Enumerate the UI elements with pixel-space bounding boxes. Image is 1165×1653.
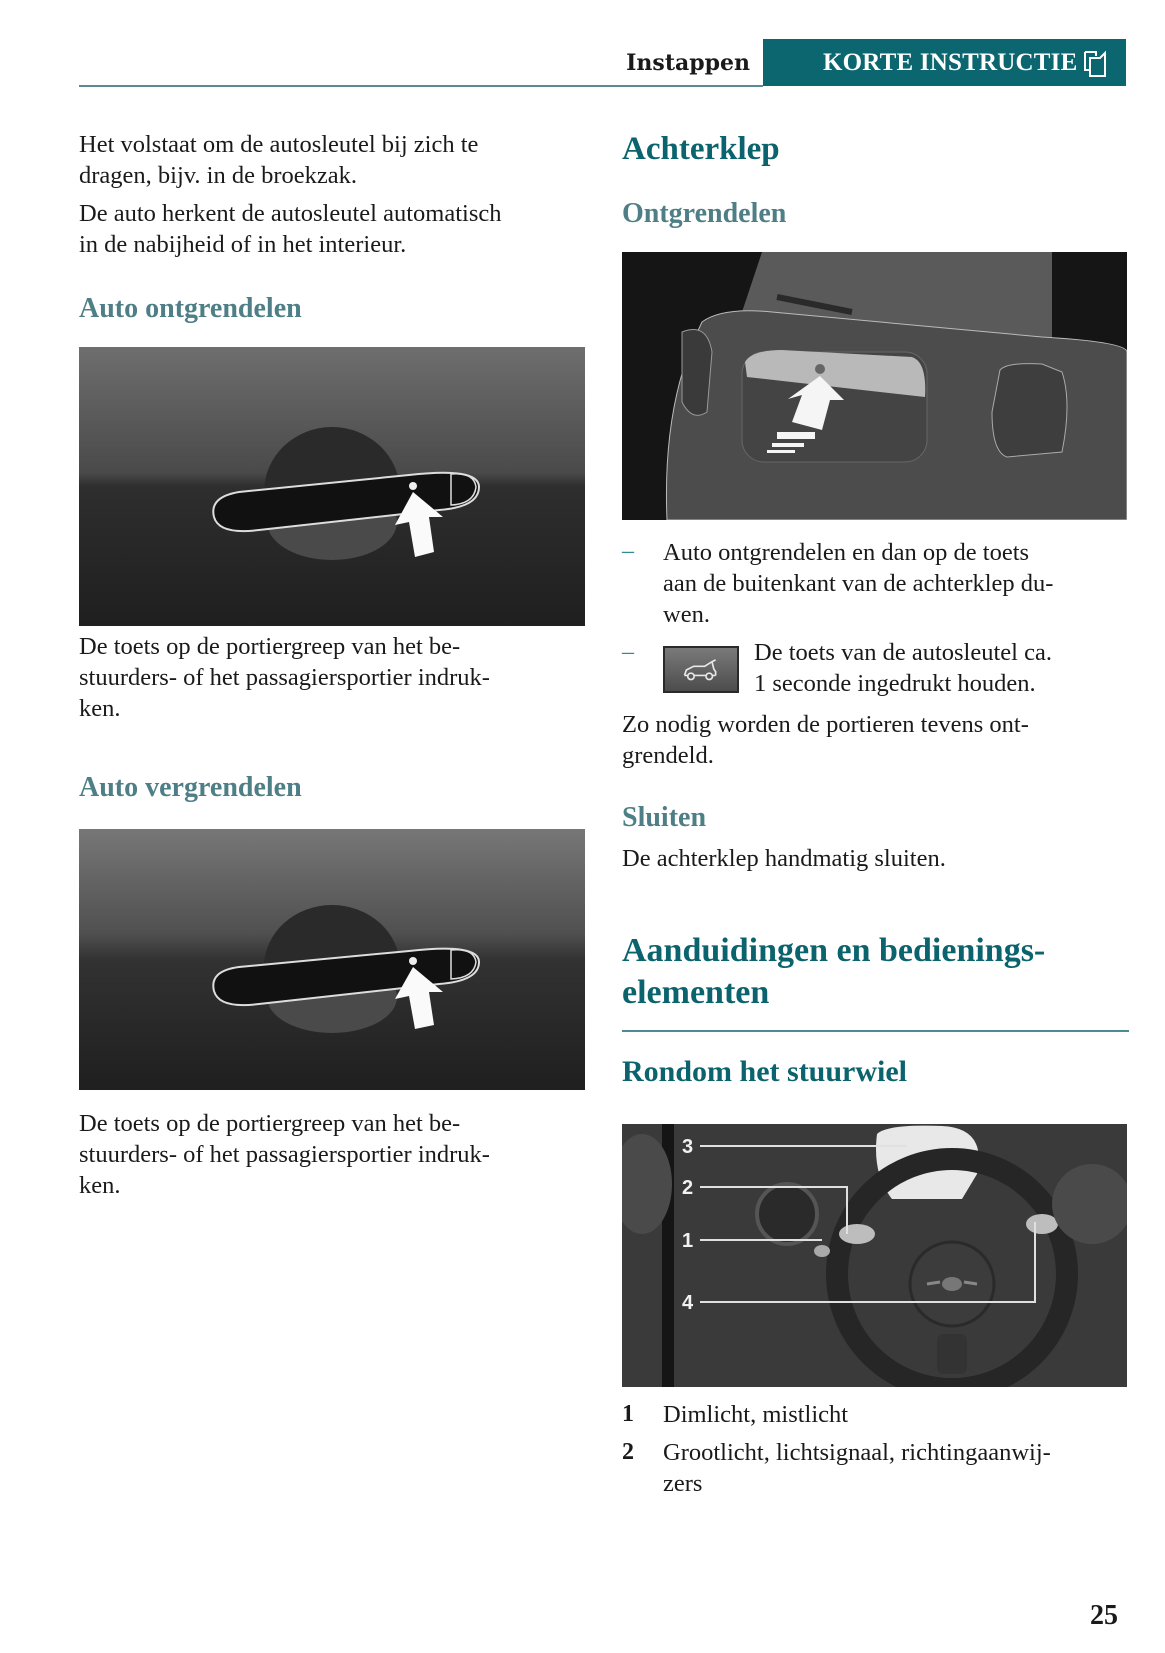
text-line: Dimlicht, mistlicht (663, 1401, 849, 1428)
section-rule (622, 1030, 1129, 1032)
text-line: De toets op de portiergreep van het be- (79, 1110, 461, 1137)
heading-line: Aanduidingen en bedienings- (622, 932, 1046, 969)
steering-wheel-photo (622, 1124, 1127, 1387)
callout-4: 4 (682, 1292, 694, 1314)
heading-rondom-het-stuurwiel: Rondom het stuurwiel (622, 1055, 908, 1088)
text-line: Zo nodig worden de portieren tevens ont- (622, 711, 1029, 738)
list-bullet: – (622, 538, 634, 564)
chapter-tab[interactable] (763, 39, 1126, 86)
tailgate-photo (622, 252, 1127, 520)
heading-auto-ontgrendelen: Auto ontgrendelen (79, 293, 302, 324)
item-number: 1 (622, 1401, 634, 1427)
text-line: Grootlicht, lichtsignaal, richtingaanwij- (663, 1439, 1051, 1466)
text-line: ken. (79, 1172, 121, 1199)
text-line: De auto herkent de autosleutel automatisch (79, 200, 502, 227)
doors-note (622, 709, 1127, 771)
pages-icon (1082, 48, 1108, 78)
text-line: stuurders- of het passagiersportier indruk- (79, 1141, 490, 1168)
car-tailgate-key-button-icon (663, 646, 739, 693)
heading-ontgrendelen: Ontgrendelen (622, 198, 787, 229)
item-2-text (663, 1437, 1123, 1499)
text-line: in de nabijheid of in het interieur. (79, 231, 407, 258)
step-1-text (663, 537, 1123, 630)
text-line: wen. (663, 601, 710, 628)
heading-line: elementen (622, 974, 770, 1011)
item-1-text (663, 1399, 1123, 1430)
text-line: Auto ontgrendelen en dan op de toets (663, 539, 1030, 566)
text-line: grendeld. (622, 742, 714, 769)
heading-aanduidingen (622, 930, 1045, 1014)
door-handle-lock-photo (79, 829, 585, 1090)
text-line: Het volstaat om de autosleutel bij zich te (79, 131, 479, 158)
text-line: ken. (79, 695, 121, 722)
callout-1: 1 (682, 1230, 694, 1252)
section-title: Instappen (626, 50, 750, 76)
step-2-text (754, 637, 1124, 699)
heading-auto-vergrendelen: Auto vergrendelen (79, 772, 302, 803)
text-line: aan de buitenkant van de achterklep du- (663, 570, 1054, 597)
page-number: 25 (1090, 1600, 1118, 1631)
item-number: 2 (622, 1439, 634, 1465)
list-bullet: – (622, 639, 634, 665)
text-line: zers (663, 1470, 703, 1497)
text-line: De achterklep handmatig sluiten. (622, 845, 946, 872)
text-line: stuurders- of het passagiersportier indruk- (79, 664, 490, 691)
door-handle-unlock-photo (79, 347, 585, 626)
intro-text (79, 129, 589, 260)
heading-achterklep: Achterklep (622, 131, 780, 167)
callout-3: 3 (682, 1136, 694, 1158)
text-line: dragen, bijv. in de broekzak. (79, 162, 358, 189)
lock-instructions (79, 1108, 589, 1201)
text-line: 1 seconde ingedrukt houden. (754, 670, 1036, 697)
unlock-instructions (79, 631, 589, 724)
text-line: De toets van de autosleutel ca. (754, 639, 1052, 666)
heading-sluiten: Sluiten (622, 802, 707, 833)
chapter-title: KORTE INSTRUCTIE (823, 49, 1078, 76)
text-line: De toets op de portiergreep van het be- (79, 633, 461, 660)
close-text (622, 843, 1127, 874)
header-rule (79, 85, 763, 87)
callout-2: 2 (682, 1177, 694, 1199)
